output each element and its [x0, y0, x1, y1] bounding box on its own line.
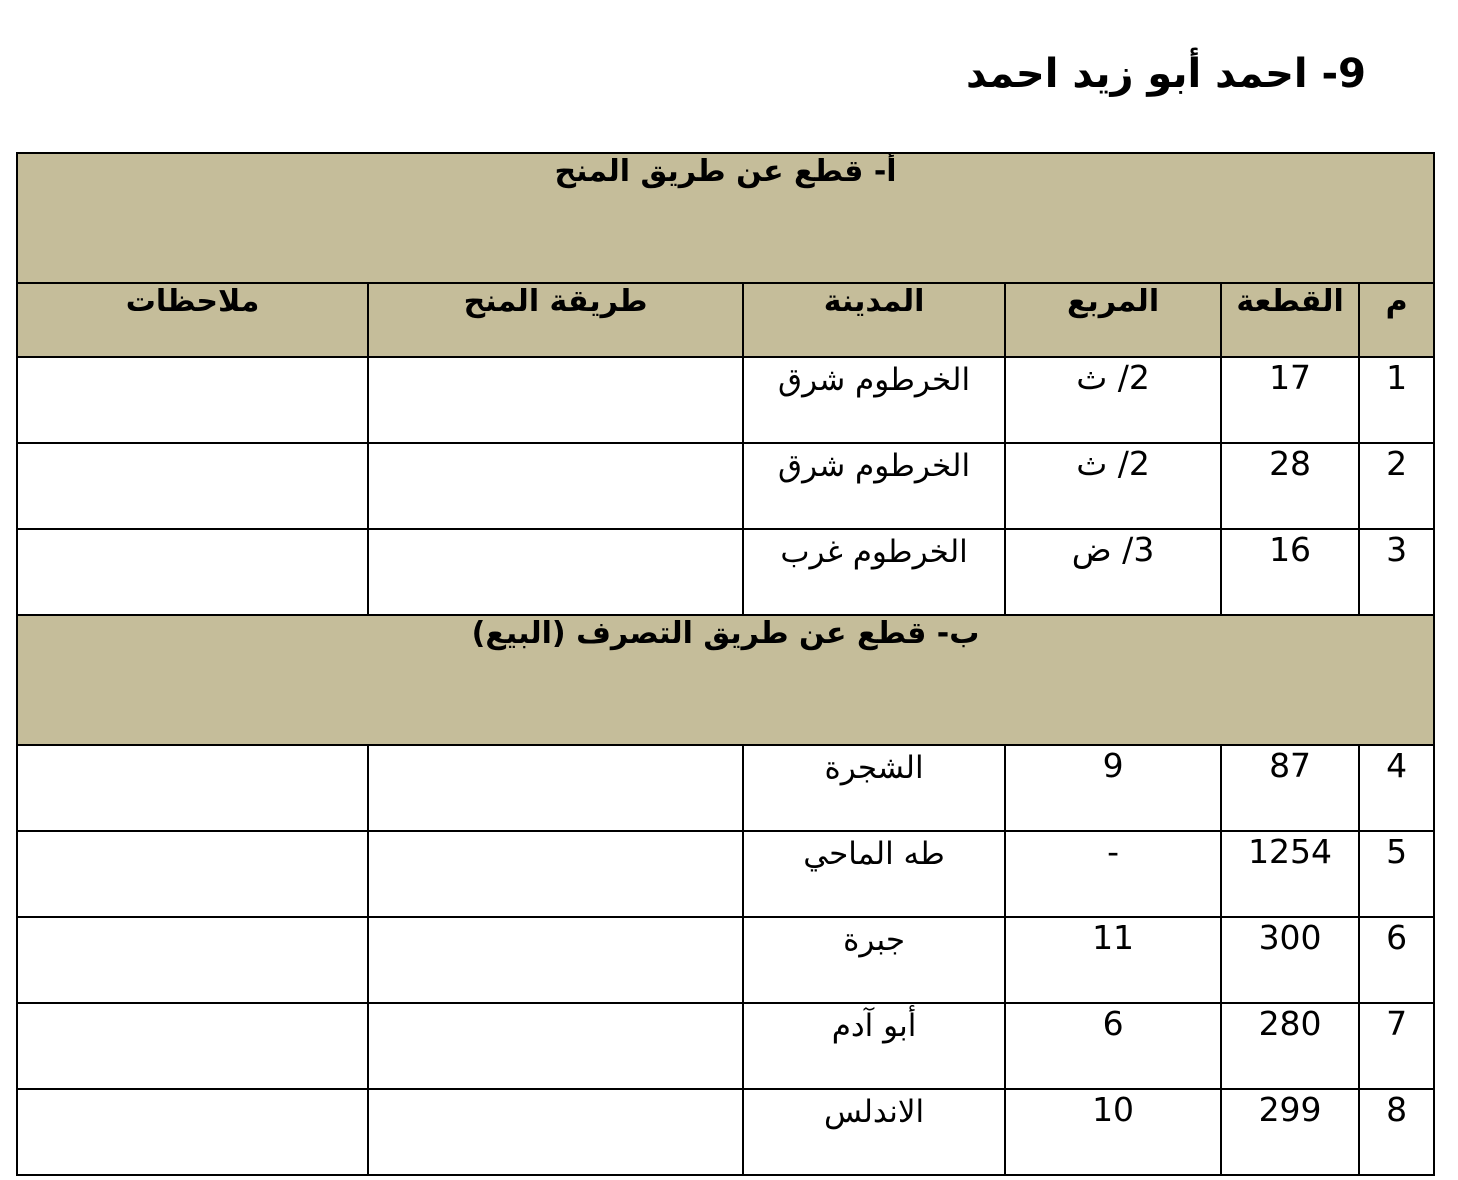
column-header-index: م [1359, 283, 1434, 357]
cell-grant-method [368, 1089, 743, 1175]
table-row [17, 1003, 1434, 1089]
cell-notes [17, 917, 368, 1003]
cell-notes [17, 443, 368, 529]
cell-index: 1 [1359, 357, 1434, 443]
cell-block: 11 [1005, 917, 1221, 1003]
cell-notes [17, 529, 368, 615]
table-row [17, 1089, 1434, 1175]
document-title: 9- احمد أبو زيد احمد [965, 51, 1366, 97]
table-row [17, 357, 1434, 443]
column-header-city: المدينة [743, 283, 1005, 357]
table-row [17, 443, 1434, 529]
cell-grant-method [368, 529, 743, 615]
cell-grant-method [368, 917, 743, 1003]
cell-block: 10 [1005, 1089, 1221, 1175]
cell-plot: 280 [1221, 1003, 1359, 1089]
cell-index: 2 [1359, 443, 1434, 529]
cell-block: 6 [1005, 1003, 1221, 1089]
cell-index: 4 [1359, 745, 1434, 831]
cell-index: 3 [1359, 529, 1434, 615]
column-header-block: المربع [1005, 283, 1221, 357]
cell-grant-method [368, 443, 743, 529]
cell-city: أبو آدم [743, 1003, 1005, 1089]
cell-grant-method [368, 357, 743, 443]
column-header-plot: القطعة [1221, 283, 1359, 357]
section-a-heading: أ- قطع عن طريق المنح [17, 153, 1434, 283]
cell-index: 5 [1359, 831, 1434, 917]
cell-plot: 87 [1221, 745, 1359, 831]
section-b-heading: ب- قطع عن طريق التصرف (البيع) [17, 615, 1434, 745]
cell-notes [17, 1089, 368, 1175]
column-header-notes: ملاحظات [17, 283, 368, 357]
cell-grant-method [368, 831, 743, 917]
cell-grant-method [368, 1003, 743, 1089]
cell-block: 9 [1005, 745, 1221, 831]
cell-city: الشجرة [743, 745, 1005, 831]
land-plots-table [16, 152, 1435, 1176]
cell-notes [17, 1003, 368, 1089]
cell-city: الاندلس [743, 1089, 1005, 1175]
table-row [17, 529, 1434, 615]
cell-plot: 1254 [1221, 831, 1359, 917]
cell-plot: 299 [1221, 1089, 1359, 1175]
cell-index: 6 [1359, 917, 1434, 1003]
cell-plot: 300 [1221, 917, 1359, 1003]
cell-block: 3/ ض [1005, 529, 1221, 615]
cell-notes [17, 831, 368, 917]
cell-block: - [1005, 831, 1221, 917]
table-row [17, 917, 1434, 1003]
table-row [17, 831, 1434, 917]
cell-city: جبرة [743, 917, 1005, 1003]
cell-plot: 16 [1221, 529, 1359, 615]
cell-block: 2/ ث [1005, 443, 1221, 529]
cell-grant-method [368, 745, 743, 831]
table-row [17, 745, 1434, 831]
table-header-row [17, 283, 1434, 357]
cell-notes [17, 745, 368, 831]
cell-index: 7 [1359, 1003, 1434, 1089]
section-b-row [17, 615, 1434, 745]
cell-plot: 17 [1221, 357, 1359, 443]
cell-notes [17, 357, 368, 443]
column-header-grant-method: طريقة المنح [368, 283, 743, 357]
section-a-row [17, 153, 1434, 283]
cell-plot: 28 [1221, 443, 1359, 529]
cell-index: 8 [1359, 1089, 1434, 1175]
cell-city: الخرطوم شرق [743, 357, 1005, 443]
cell-city: طه الماحي [743, 831, 1005, 917]
cell-block: 2/ ث [1005, 357, 1221, 443]
cell-city: الخرطوم شرق [743, 443, 1005, 529]
cell-city: الخرطوم غرب [743, 529, 1005, 615]
